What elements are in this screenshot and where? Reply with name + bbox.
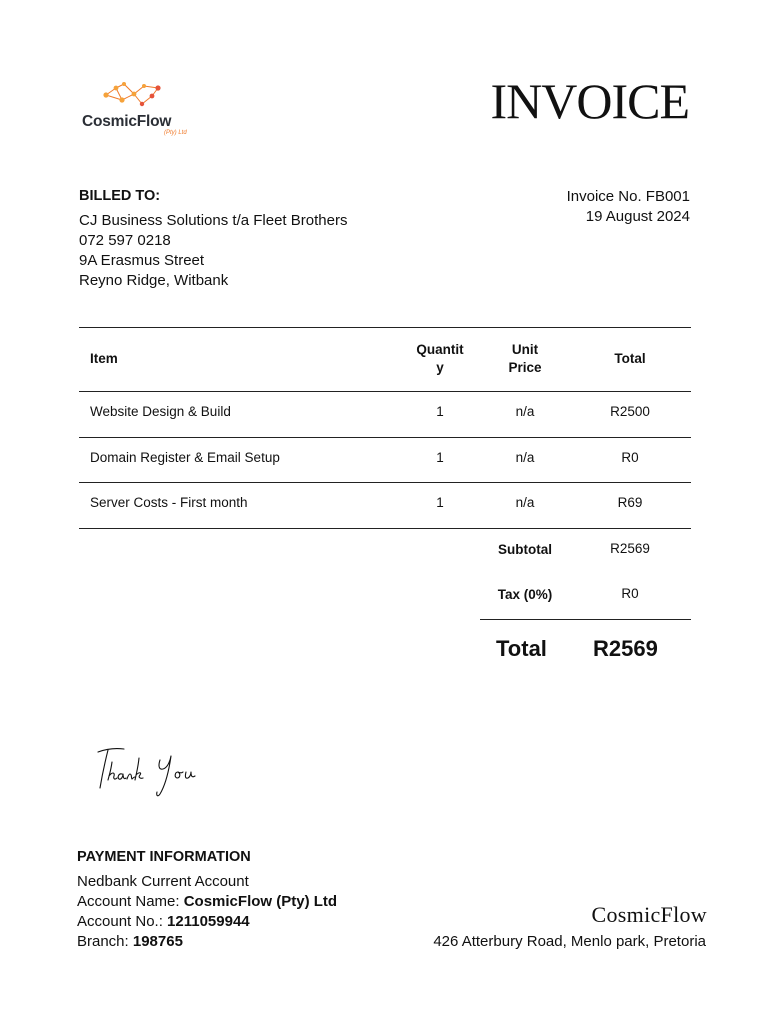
subtotal-value: R2569 <box>610 541 650 556</box>
row-divider <box>79 528 691 529</box>
row-total: R0 <box>621 450 639 465</box>
header-unit-price-line1: Unit <box>511 342 539 357</box>
invoice-title: INVOICE <box>490 73 689 129</box>
billed-to-company: CJ Business Solutions t/a Fleet Brothers <box>79 212 348 229</box>
tax-label: Tax (0%) <box>497 587 553 602</box>
account-name-label: Account Name: <box>77 893 184 910</box>
header-unit-price-line2: Price <box>508 360 542 375</box>
subtotal-label: Subtotal <box>498 542 552 557</box>
row-divider <box>79 437 691 438</box>
account-no-label: Account No.: <box>77 913 168 930</box>
row-unit-price: n/a <box>515 450 535 465</box>
header-quantity-line2: y <box>436 360 444 375</box>
footer-brand: CosmicFlow <box>591 902 707 927</box>
branch-value: 198765 <box>132 933 183 950</box>
branch-label: Branch: <box>77 933 133 950</box>
footer-address: 426 Atterbury Road, Menlo park, Pretoria <box>433 933 706 950</box>
table-top-rule <box>79 327 691 328</box>
payment-heading: PAYMENT INFORMATION <box>77 849 251 865</box>
billed-to-city: Reyno Ridge, Witbank <box>79 272 229 289</box>
thank-you-script-icon <box>96 742 216 802</box>
header-item: Item <box>90 351 118 366</box>
row-divider <box>79 391 691 392</box>
logo-subtitle: (Pty) Ltd <box>164 130 187 136</box>
payment-account-name <box>77 893 337 910</box>
account-name-value: CosmicFlow (Pty) Ltd <box>183 893 338 910</box>
row-item: Server Costs - First month <box>90 495 248 510</box>
invoice-number: Invoice No. FB001 <box>566 188 690 205</box>
total-rule <box>480 619 691 620</box>
row-item: Domain Register & Email Setup <box>90 450 280 465</box>
logo-brand-name: CosmicFlow <box>82 113 172 130</box>
row-quantity: 1 <box>436 495 444 510</box>
billed-to-phone: 072 597 0218 <box>79 232 171 249</box>
row-item: Website Design & Build <box>90 404 231 419</box>
grand-total-label: Total <box>496 636 547 661</box>
constellation-logo-icon <box>102 80 164 114</box>
row-unit-price: n/a <box>515 404 535 419</box>
company-logo <box>80 80 195 140</box>
header-total: Total <box>614 351 646 366</box>
row-divider <box>79 482 691 483</box>
payment-account-no <box>77 913 250 930</box>
invoice-date: 19 August 2024 <box>585 208 690 225</box>
thank-you-signature <box>96 742 216 802</box>
tax-value: R0 <box>621 586 639 601</box>
row-quantity: 1 <box>436 404 444 419</box>
header-quantity-line1: Quantit <box>416 342 464 357</box>
billed-to-heading: BILLED TO: <box>79 188 161 204</box>
payment-bank: Nedbank Current Account <box>77 873 249 890</box>
billed-to-street: 9A Erasmus Street <box>79 252 205 269</box>
row-total: R2500 <box>610 404 650 419</box>
grand-total-value: R2569 <box>593 636 658 661</box>
account-no-value: 1211059944 <box>167 913 250 930</box>
row-total: R69 <box>617 495 643 510</box>
payment-branch <box>77 933 183 950</box>
row-quantity: 1 <box>436 450 444 465</box>
row-unit-price: n/a <box>515 495 535 510</box>
